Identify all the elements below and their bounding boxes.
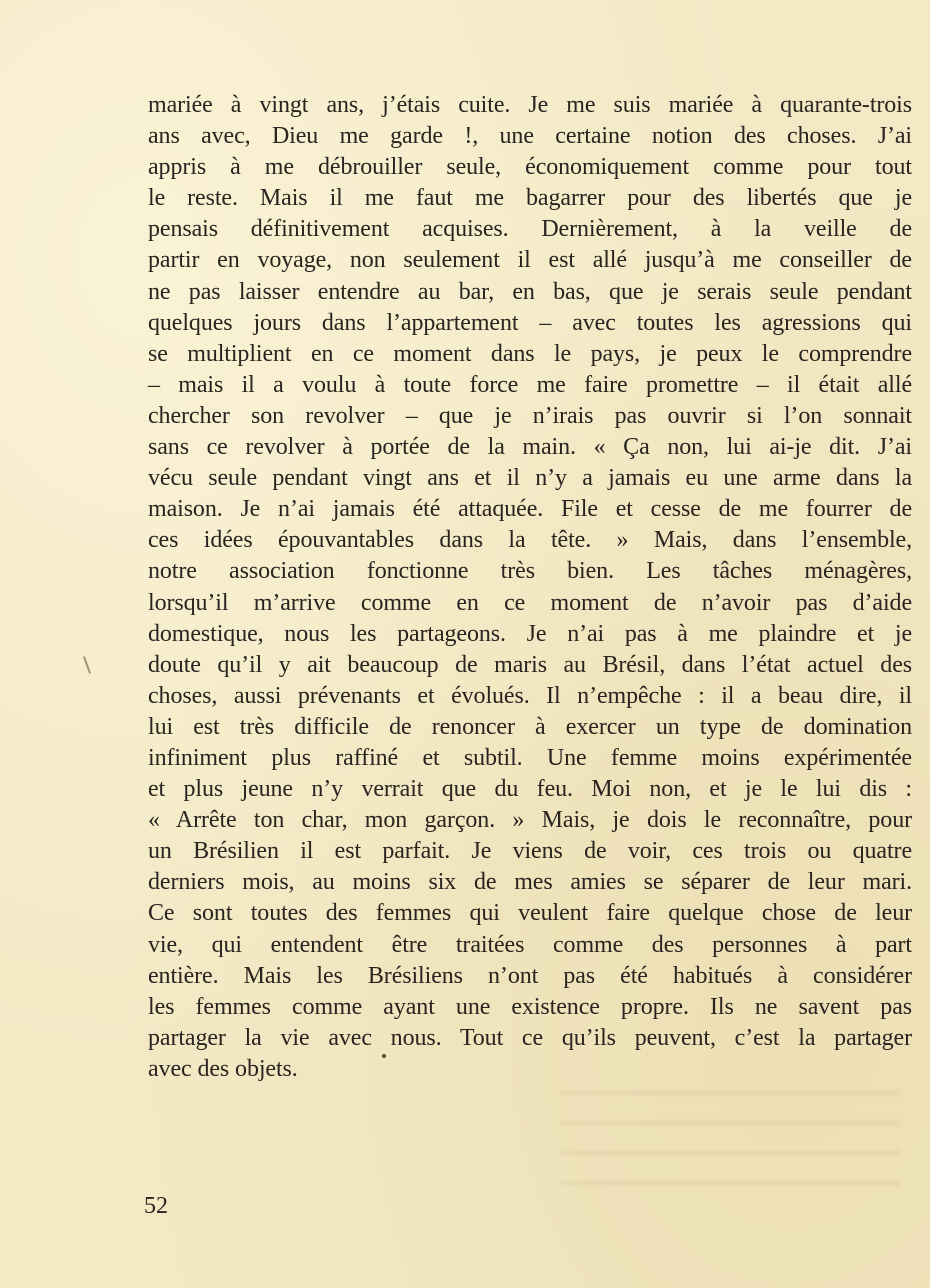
text-line: maison. Je n’ai jamais été attaquée. File et cesse de me fourrer de bbox=[148, 496, 912, 523]
text-line: domestique, nous les partageons. Je n’ai pas à me plaindre et je bbox=[148, 620, 912, 647]
text-line: et plus jeune n’y verrait que du feu. Moi non, et je le lui dis : bbox=[148, 776, 912, 803]
text-line: lui est très difficile de renoncer à exercer un type de domination bbox=[148, 713, 912, 740]
text-line: mariée à vingt ans, j’étais cuite. Je me suis mariée à quarante-trois bbox=[148, 92, 912, 118]
text-line: quelques jours dans l’appartement – avec toutes les agressions qui bbox=[148, 309, 912, 336]
text-line: les femmes comme ayant une existence propre. Ils ne savent pas bbox=[148, 993, 912, 1020]
text-line: notre association fonctionne très bien. Les tâches ménagères, bbox=[148, 558, 912, 585]
text-line: partager la vie avec nous. Tout ce qu’ils peuvent, c’est la partager bbox=[148, 1024, 912, 1051]
text-line: lorsqu’il m’arrive comme en ce moment de n’avoir pas d’aide bbox=[148, 589, 912, 616]
text-line: le reste. Mais il me faut me bagarrer pour des libertés que je bbox=[148, 185, 912, 212]
text-line: choses, aussi prévenants et évolués. Il n’empêche : il a beau dire, il bbox=[148, 682, 912, 709]
text-line: vie, qui entendent être traitées comme des personnes à part bbox=[148, 931, 912, 958]
text-line: avec des objets. bbox=[148, 1055, 298, 1082]
text-line: derniers mois, au moins six de mes amies se séparer de leur mari. bbox=[148, 869, 912, 896]
text-line: entière. Mais les Brésiliens n’ont pas été habitués à considérer bbox=[148, 962, 912, 989]
show-through-text bbox=[560, 1090, 900, 1200]
text-line: pensais définitivement acquises. Dernièrement, à la veille de bbox=[148, 216, 912, 243]
page-number: 52 bbox=[144, 1193, 168, 1219]
text-line: appris à me débrouiller seule, économiquement comme pour tout bbox=[148, 154, 912, 181]
text-line: vécu seule pendant vingt ans et il n’y a jamais eu une arme dans la bbox=[148, 465, 912, 492]
text-line: ces idées épouvantables dans la tête. » Mais, dans l’ensemble, bbox=[148, 527, 912, 554]
text-line: infiniment plus raffiné et subtil. Une femme moins expérimentée bbox=[148, 744, 912, 771]
text-line: partir en voyage, non seulement il est allé jusqu’à me conseiller de bbox=[148, 247, 912, 274]
body-text bbox=[148, 90, 912, 1085]
text-line: ne pas laisser entendre au bar, en bas, que je serais seule pendant bbox=[148, 278, 912, 305]
text-line: ans avec, Dieu me garde !, une certaine notion des choses. J’ai bbox=[148, 123, 912, 150]
text-line: chercher son revolver – que je n’irais pas ouvrir si l’on sonnait bbox=[148, 402, 912, 429]
text-line: doute qu’il y ait beaucoup de maris au Brésil, dans l’état actuel des bbox=[148, 651, 912, 678]
text-line: sans ce revolver à portée de la main. « Ça non, lui ai-je dit. J’ai bbox=[148, 434, 912, 461]
text-line: Ce sont toutes des femmes qui veulent faire quelque chose de leur bbox=[148, 900, 912, 927]
text-line: « Arrête ton char, mon garçon. » Mais, je dois le reconnaître, pour bbox=[148, 807, 912, 834]
text-line: se multiplient en ce moment dans le pays, je peux le comprendre bbox=[148, 340, 912, 367]
margin-mark bbox=[83, 656, 91, 674]
text-line: un Brésilien il est parfait. Je viens de voir, ces trois ou quatre bbox=[148, 838, 912, 865]
text-line: – mais il a voulu à toute force me faire promettre – il était allé bbox=[148, 371, 912, 398]
